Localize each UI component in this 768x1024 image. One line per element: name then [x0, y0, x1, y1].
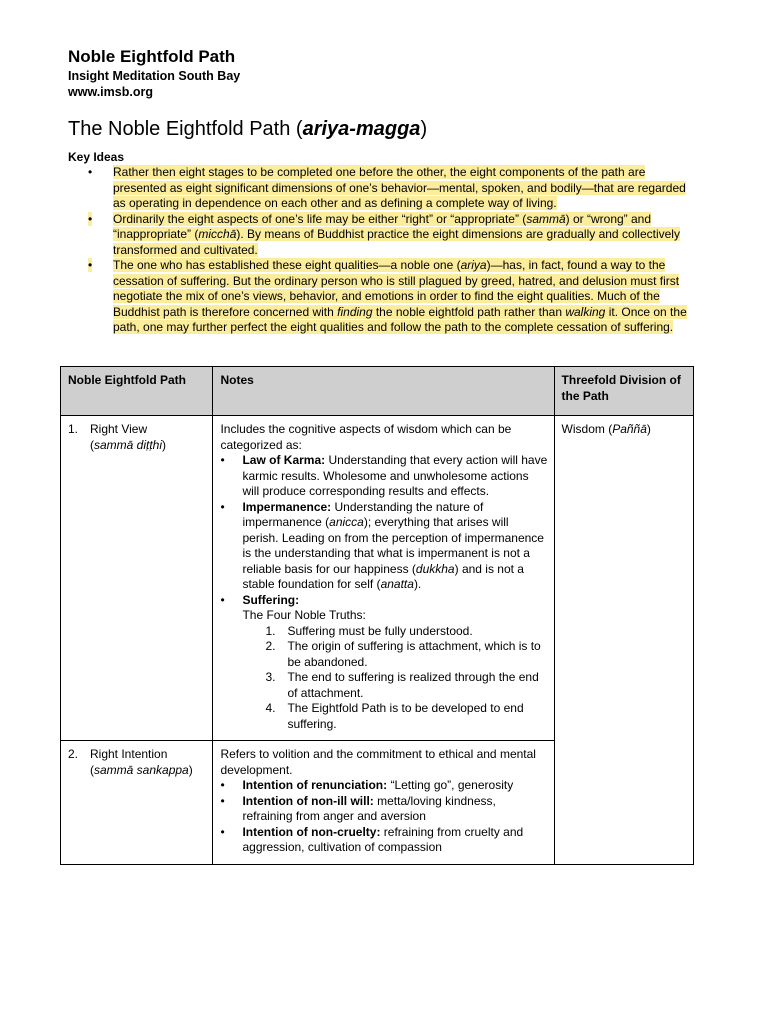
division-cell: Wisdom (Paññā): [554, 416, 693, 865]
document-header-title: Noble Eightfold Path: [68, 47, 236, 66]
key-idea-item: • The one who has established these eight qualities—a noble one (ariya)—has, in fact, found a way to the cessation of suffering. But the ordinary person who is still plagued by greed, hatred, and delusion must first negotiate the mix of one’s views, behavior, and emotions in order to find the eight qualities. Much of the Buddhist path is therefore concerned with finding the noble eightfold path rather than walking it. Once on the path, one may further perfect the eight qualities and follow the path to the complete cessation of suffering.: [88, 258, 687, 334]
bullet: •: [88, 211, 93, 226]
key-idea-item: • Rather then eight stages to be completed one before the other, the eight components of the path are presented as eight significant dimensions of one’s behavior—mental, spoken, and bodily—that are regarded as operating in dependence on each other and as defining a complete way of living.: [88, 165, 686, 210]
list-item: • Intention of non-cruelty: refraining from cruelty and aggression, cultivation of compassion: [220, 824, 524, 854]
bullet: •: [88, 258, 93, 272]
key-ideas-list: [88, 165, 698, 336]
path-pali: sammā diṭṭhi: [94, 437, 163, 452]
org-name: Insight Meditation South Bay: [68, 69, 241, 83]
list-item: 4. The Eightfold Path is to be developed to end suffering.: [265, 701, 524, 731]
document-header-org: [68, 68, 240, 100]
path-pali: sammā sankappa: [94, 762, 189, 777]
list-item: • Intention of non-ill will: metta/loving kindness, refraining from anger and aversion: [220, 793, 496, 823]
path-cell: 1. Right View (sammā diṭṭhi): [61, 416, 213, 741]
column-header-notes: Notes: [213, 367, 554, 416]
path-name: Right Intention: [90, 747, 168, 761]
notes-cell: Includes the cognitive aspects of wisdom which can be categorized as: • Law of Karma: Understanding that every action will have karmic results. Wholesome and unwholesome actions will produce corresponding results and effects. • Impermanence: Understanding the nature of impermanence (anicca); everything that arises will perish. Leading on from the perception of impermanence is the understanding that what is impermanent is not a reliable basis for our happiness (dukkha) and is not a stable foundation for self (anatta). • Suffering: The Four Noble Truths: 1. Suffering must be fully understood. 2. The origin of suffering is attachment, which is to be abandoned. 3. The end to suffering is realized through the end of attachment. 4. The Eightfold Path is to be developed to end suffering.: [213, 416, 554, 741]
column-header-path: Noble Eightfold Path: [61, 367, 213, 416]
list-item: 3. The end to suffering is realized through the end of attachment.: [265, 670, 539, 700]
path-cell: 2. Right Intention (sammā sankappa): [61, 741, 213, 865]
table-header-row: [61, 367, 694, 416]
bullet: •: [88, 165, 93, 179]
column-header-division: Threefold Division of the Path: [554, 367, 693, 416]
list-item: • Law of Karma: Understanding that every action will have karmic results. Wholesome and unwholesome actions will produce corresponding results and effects.: [220, 453, 548, 498]
list-item: • Suffering: The Four Noble Truths:: [220, 592, 366, 622]
list-item: • Intention of renunciation: “Letting go”, generosity: [220, 778, 514, 792]
page-title-pali: ariya-magga: [302, 118, 421, 140]
eightfold-path-table: [60, 366, 694, 865]
list-item: 2. The origin of suffering is attachment, which is to be abandoned.: [265, 639, 541, 669]
list-item: • Impermanence: Understanding the nature of impermanence (anicca); everything that arises will perish. Leading on from the perception of impermanence is the understanding that what is impermanent is not a reliable basis for our happiness (dukkha) and is not a stable foundation for self (anatta).: [220, 499, 544, 591]
page-title: The Noble Eightfold Path (ariya-magga): [68, 118, 428, 140]
table-row: [61, 416, 694, 741]
key-idea-item: • Ordinarily the eight aspects of one’s life may be either “right” or “appropriate” (sammā) or “wrong” and “inappropriate” (micchā). By means of Buddhist practice the eight dimensions are gradually and collectively transformed and cultivated.: [88, 211, 680, 257]
org-url: www.imsb.org: [68, 85, 153, 99]
path-name: Right View: [90, 422, 148, 436]
notes-cell: Refers to volition and the commitment to ethical and mental development. • Intention of renunciation: “Letting go”, generosity • Intention of non-ill will: metta/loving kindness, refraining from anger and aversion • Intention of non-cruelty: refraining from cruelty and aggression, cultivation of compassion: [213, 741, 554, 865]
key-ideas-heading: Key Ideas: [68, 150, 125, 164]
list-item: 1. Suffering must be fully understood.: [265, 623, 473, 638]
